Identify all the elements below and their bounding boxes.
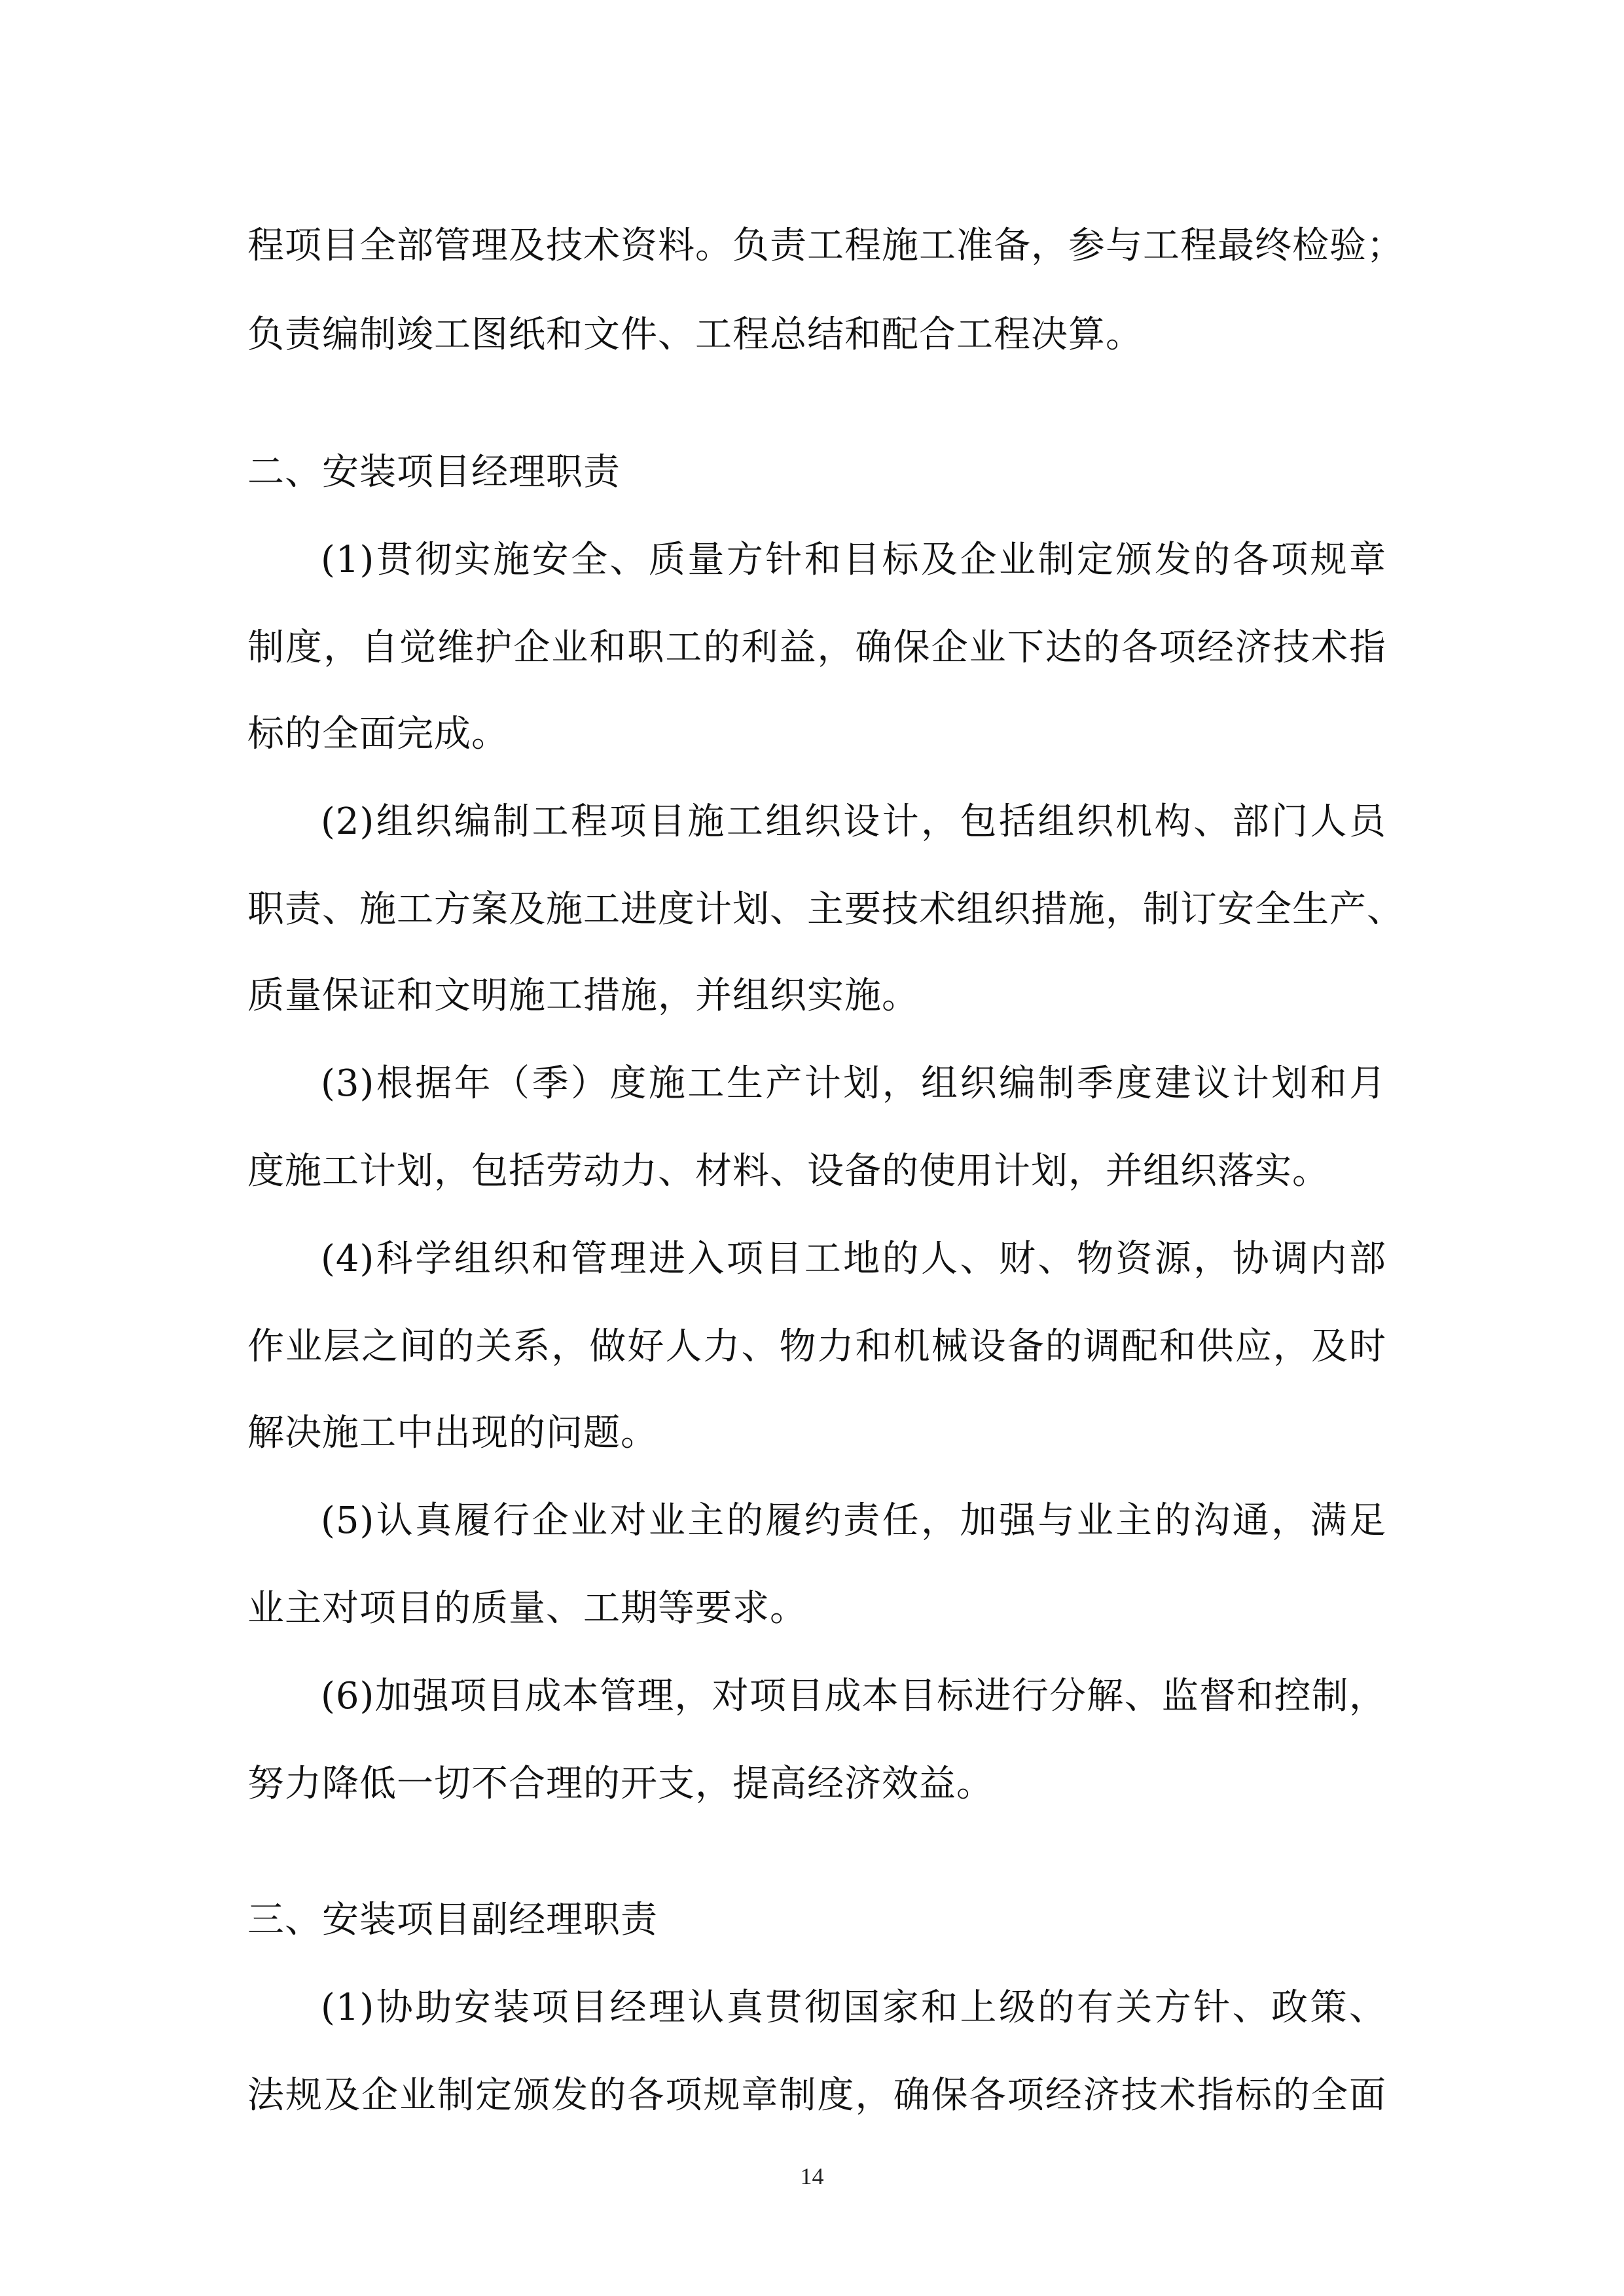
paragraph-line: (1)贯彻实施安全、质量方针和目标及企业制定颁发的各项规章 [321, 539, 1386, 581]
paragraph-line: (4)科学组织和管理进入项目工地的人、财、物资源，协调内部 [321, 1238, 1386, 1280]
paragraph-line: 努力降低一切不合理的开支，提高经济效益。 [247, 1763, 994, 1805]
paragraph-line: 质量保证和文明施工措施，并组织实施。 [247, 975, 919, 1017]
paragraph-line: (2)组织编制工程项目施工组织设计，包括组织机构、部门人员 [321, 800, 1386, 843]
paragraph-line: 法规及企业制定颁发的各项规章制度，确保各项经济技术指标的全面 [247, 2074, 1386, 2117]
paragraph-line: 职责、施工方案及施工进度计划、主要技术组织措施，制订安全生产、 [247, 888, 1404, 931]
paragraph-line: (1)协助安装项目经理认真贯彻国家和上级的有关方针、政策、 [321, 1986, 1386, 2029]
page-number: 14 [800, 2163, 824, 2189]
paragraph-line: 业主对项目的质量、工期等要求。 [247, 1587, 807, 1630]
paragraph-line: 解决施工中出现的问题。 [247, 1412, 658, 1454]
paragraph-line: 标的全面完成。 [247, 713, 509, 755]
paragraph-line: 负责编制竣工图纸和文件、工程总结和配合工程决算。 [247, 314, 1143, 356]
paragraph-line: (5)认真履行企业对业主的履约责任，加强与业主的沟通，满足 [321, 1499, 1386, 1542]
paragraph-line: 作业层之间的关系，做好人力、物力和机械设备的调配和供应，及时 [247, 1325, 1386, 1368]
section-heading: 二、安装项目经理职责 [247, 451, 621, 493]
paragraph-line: 制度，自觉维护企业和职工的利益，确保企业下达的各项经济技术指 [247, 626, 1386, 669]
paragraph-line: (3)根据年（季）度施工生产计划，组织编制季度建议计划和月 [321, 1062, 1386, 1105]
paragraph-line: 程项目全部管理及技术资料。负责工程施工准备，参与工程最终检验； [247, 224, 1404, 267]
paragraph-line: 度施工计划，包括劳动力、材料、设备的使用计划，并组织落实。 [247, 1150, 1329, 1193]
paragraph-line: (6)加强项目成本管理，对项目成本目标进行分解、监督和控制， [321, 1675, 1386, 1717]
section-heading: 三、安装项目副经理职责 [247, 1899, 658, 1941]
